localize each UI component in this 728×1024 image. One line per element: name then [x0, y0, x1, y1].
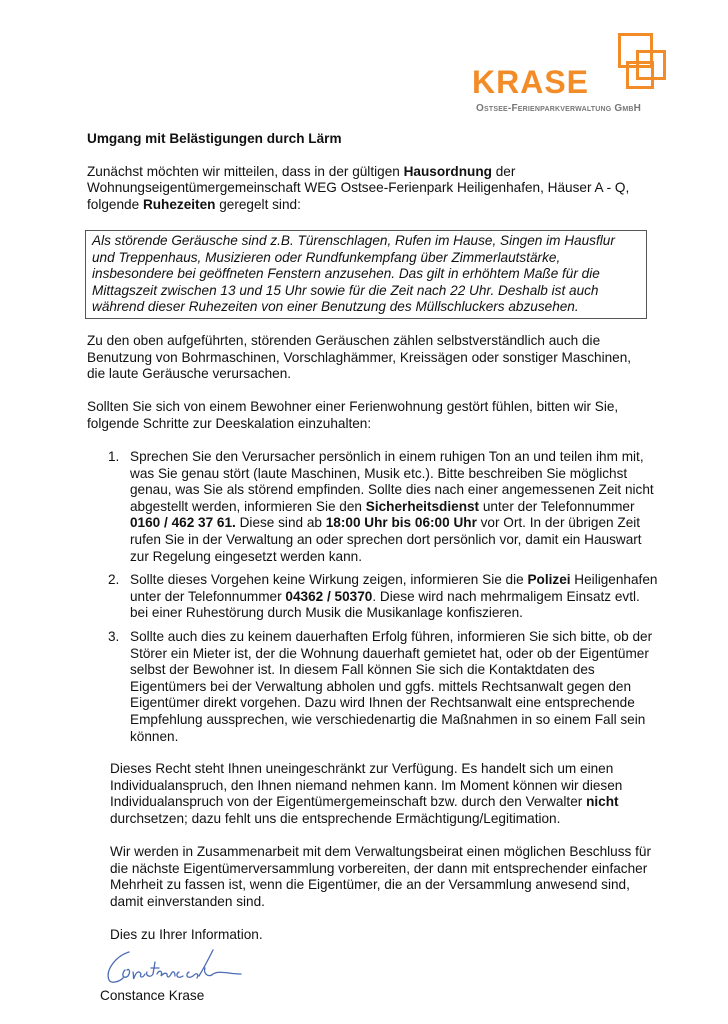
text: Diese sind ab — [235, 515, 326, 531]
paragraph-deescalation-intro: Sollten Sie sich von einem Bewohner einer Ferienwohnung gestört fühlen, bitten wir Sie, folgende Schritte zur Deeskalation einzuhalten: — [87, 399, 619, 431]
brand-subtitle: Ostsee-Ferienparkverwaltung GmbH — [476, 103, 642, 114]
company-logo — [468, 28, 708, 118]
text: Dieses Recht steht Ihnen uneingeschränkt zur Verfügung. Es handelt sich um einen Individualanspruch, den Ihnen niemand nehmen kann. Im Moment können wir diesen Individualanspruch von der Eigentümergemeinschaft bzw. durch den Verwalter — [110, 761, 623, 810]
text: unter der Telefonnummer — [479, 498, 635, 514]
signature-icon — [101, 944, 652, 988]
text: Heiligenhafen unter der Telefonnummer — [130, 572, 658, 604]
text: durchsetzen; dazu fehlt uns die entsprechende Ermächtigung/Legitimation. — [110, 810, 561, 826]
letter-body — [87, 131, 658, 1004]
bold-security: Sicherheitsdienst — [365, 498, 480, 514]
step-number: 3. — [108, 629, 120, 645]
intro-paragraph — [87, 164, 652, 214]
text: . Diese wird nach mehrmaligem Einsatz evtl. bei einer Ruhestörung durch Musik die Musikanlage konfiszieren. — [130, 588, 640, 621]
paragraph-resolution: Wir werden in Zusammenarbeit mit dem Verwaltungsbeirat einen möglichen Beschluss für die nächste Eigentümerversammlung vorbereiten, der dann mit entsprechender einfacher Mehrheit zu fassen ist, wenn die Eigentümer, die an der Versammlung anwesend sind, damit einverstanden sind. — [110, 844, 651, 909]
step-number: 1. — [108, 449, 120, 465]
step-item — [87, 449, 660, 565]
text: Zunächst möchten wir mitteilen, dass in der gültigen — [87, 163, 404, 179]
text: Sprechen Sie den Verursacher persönlich in einem ruhigen Ton an und teilen ihm mit, was Sie genau stört (laute Maschinen, Musik etc.). Bitte beschreiben Sie möglichst genau, was Sie als störend empfinden. Sollte dies nach einer angemessenen Zeit nicht abgestellt werden, informieren Sie den — [130, 449, 654, 514]
brand-name: KRASE — [472, 64, 590, 100]
house-rules-quote-box: Als störende Geräusche sind z.B. Türenschlagen, Rufen im Hause, Singen im Hausflur und Treppenhaus, Musizieren oder Rundfunkempfang über Zimmerlautstärke, insbesondere bei geöffneten Fenstern anzusehen. Das gilt in erhöhtem Maße für die Mittagszeit zwischen 13 und 15 Uhr sowie für die Zeit nach 22 Uhr. Deshalb ist auch während dieser Ruhezeiten von einer Benutzung des Müllschluckers abzusehen. — [85, 230, 647, 319]
paragraph-machines: Zu den oben aufgeführten, störenden Geräuschen zählen selbstverständlich auch die Benutzung von Bohrmaschinen, Vorschlaghämmer, Kreissägen oder sonstiger Maschinen, die laute Geräusche verursachen. — [87, 332, 632, 382]
text: vor Ort. In der übrigen Zeit rufen Sie in der Verwaltung an oder sprechen dort persönlich vor, damit ein Hauswart zur Regelung eingesetzt werden kann. — [130, 515, 642, 564]
deescalation-steps — [87, 449, 658, 745]
bold-phone-police: 04362 / 50370 — [285, 588, 373, 604]
bold-hausordnung: Hausordnung — [403, 163, 492, 179]
text: geregelt sind: — [215, 196, 301, 212]
step-item — [87, 572, 660, 622]
paragraph-individual-claim — [87, 761, 652, 827]
logo-square-icon — [626, 61, 654, 89]
bold-ruhezeiten: Ruhezeiten — [142, 196, 216, 212]
bold-nicht: nicht — [586, 794, 619, 810]
text: Sollte dieses Vorgehen keine Wirkung zeigen, informieren Sie die — [130, 572, 528, 588]
closing-line: Dies zu Ihrer Information. — [110, 927, 263, 943]
step-item — [87, 629, 660, 745]
bold-hours: 18:00 Uhr bis 06:00 Uhr — [325, 515, 477, 531]
bold-police: Polizei — [527, 572, 571, 588]
bold-phone-security: 0160 / 462 37 61. — [130, 515, 236, 531]
text: Sollte auch dies zu keinem dauerhaften Erfolg führen, informieren Sie sich bitte, ob der Störer ein Mieter ist, der die Wohnung dauerhaft gemietet hat, oder ob der Eigentümer selbst der Bewohner ist. In diesem Fall können Sie sich die Kontaktdaten des Eigentümers bei der Verwaltung abholen und ggfs. mittels Rechtsanwalt gegen den Eigentümer direkt vorgehen. Dazu wird Ihnen der Rechtsanwalt eine entsprechende Empfehlung aussprechen, wie verschiedenartig die Maßnahmen in so einem Fall sein können. — [130, 629, 653, 744]
text: der Wohnungseigentümergemeinschaft WEG Ostsee-Ferienpark Heiligenhafen, Häuser A - Q, folgende — [87, 163, 630, 212]
document-title: Umgang mit Belästigungen durch Lärm — [87, 131, 342, 146]
signer-name: Constance Krase — [100, 987, 205, 1003]
step-number: 2. — [108, 572, 120, 588]
